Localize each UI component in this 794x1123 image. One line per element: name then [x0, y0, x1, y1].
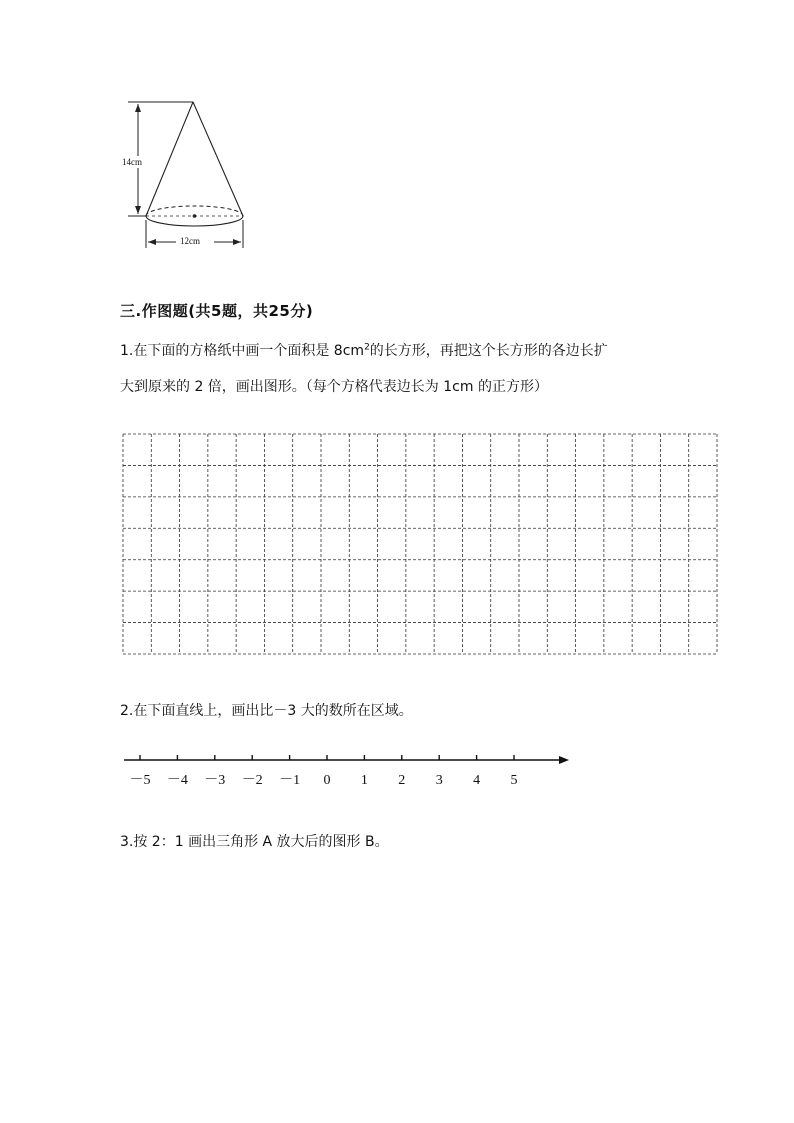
grid-paper[interactable]: [122, 433, 718, 655]
tick-label: 4: [473, 773, 481, 788]
question-1-text-a: 1.在下面的方格纸中画一个面积是 8cm: [120, 343, 365, 359]
tick-label: －2: [241, 773, 263, 788]
tick-label: 2: [398, 773, 406, 788]
number-line[interactable]: [122, 748, 574, 792]
tick-label: －1: [279, 773, 301, 788]
tick-label: －3: [204, 773, 226, 788]
tick-label: 0: [323, 773, 331, 788]
question-1-line-2: 大到原来的 2 倍，画出图形。（每个方格代表边长为 1cm 的正方形）: [120, 379, 548, 395]
question-3-text: 3.按 2：1 画出三角形 A 放大后的图形 B。: [120, 834, 389, 850]
section-title: 三.作图题(共5题，共25分): [120, 302, 314, 320]
cone-figure: [118, 96, 258, 256]
tick-label: 5: [510, 773, 518, 788]
tick-label: 1: [360, 773, 368, 788]
tick-label: －4: [166, 773, 188, 788]
arrow-icon: [559, 756, 569, 764]
question-1-line-1: [120, 340, 608, 360]
diameter-label: 12cm: [180, 236, 200, 246]
height-label: 14cm: [122, 157, 142, 167]
superscript: 2: [364, 342, 370, 353]
question-2-text: 2.在下面直线上，画出比－3 大的数所在区域。: [120, 703, 413, 719]
question-1-text-b: 的长方形，再把这个长方形的各边长扩: [369, 343, 608, 359]
tick-label: 3: [435, 773, 443, 788]
tick-label: －5: [129, 773, 151, 788]
